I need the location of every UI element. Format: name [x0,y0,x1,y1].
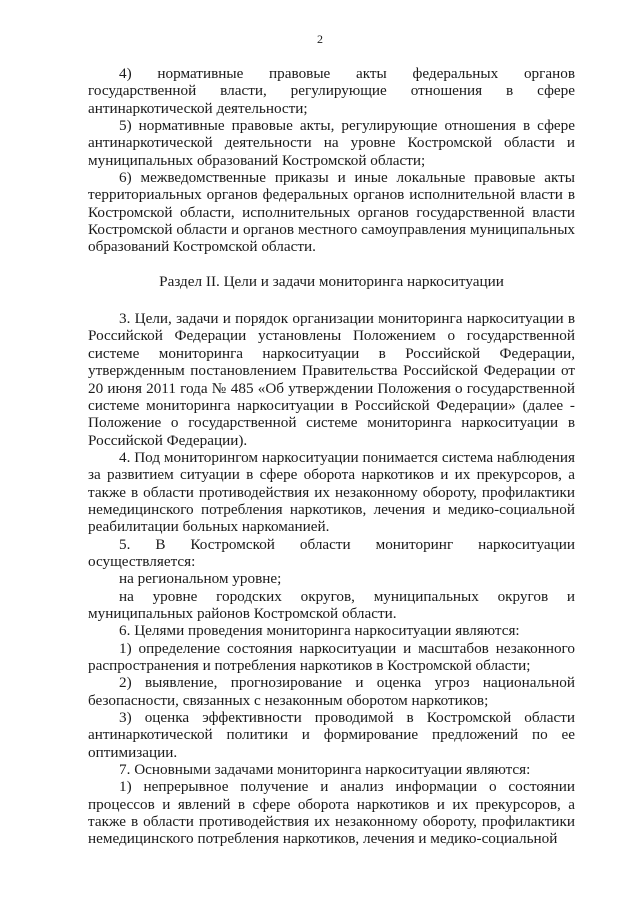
section-title: Раздел II. Цели и задачи мониторинга наркоситуации [159,272,504,290]
paragraph-5: 5. В Костромской области мониторинг наркоситуации осуществляется: [88,535,575,570]
list-item-6: 6) межведомственные приказы и иные локальные правовые акты территориальных органов федеральных органов исполнительной власти в Костромской области, исполнительных органов государственной власти Костромской области и органов местного самоуправления муниципальных образований Костромской области. [88,169,575,256]
paragraph-4: 4. Под мониторингом наркоситуации понимается система наблюдения за развитием ситуации в сфере оборота наркотиков и их прекурсоров, а также в области противодействия их незаконному обороту, профилактики немедицинского потребления наркотиков, лечения и медико-социальной реабилитации больных наркоманией. [88,448,575,536]
paragraph-7: 7. Основными задачами мониторинга наркоситуации являются: [119,761,531,779]
paragraph-6-item-1: 1) определение состояния наркоситуации и масштабов незаконного распространения и потребления наркотиков в Костромской области; [88,639,575,674]
list-item-4: 4) нормативные правовые акты федеральных органов государственной власти, регулирующие отношения в сфере антинаркотической деятельности; [88,65,575,117]
document-body [88,65,575,848]
paragraph-5-regional-level: на региональном уровне; [119,570,282,588]
paragraph-3: 3. Цели, задачи и порядок организации мониторинга наркоситуации в Российской Федерации установлены Положением о государственной системе мониторинга наркоситуации в Российской Федерации, утвержденным постановлением Правительства Российской Федерации от 20 июня 2011 года № 485 «Об утверждении Положения о государственной системе мониторинга наркоситуации в Российской Федерации» (далее - Положение о государственной системе мониторинга наркоситуации в Российской Федерации). [88,310,575,449]
paragraph-5-municipal-level: на уровне городских округов, муниципальных округов и муниципальных районов Костромской области. [88,587,575,622]
paragraph-7-item-1: 1) непрерывное получение и анализ информации о состоянии процессов и явлений в сфере оборота наркотиков и их прекурсоров, а также в области противодействия их незаконному обороту, профилактики немедицинского потребления наркотиков, лечения и медико-социальной [88,778,575,848]
list-item-5: 5) нормативные правовые акты, регулирующие отношения в сфере антинаркотической деятельности на уровне Костромской области и муниципальных образований Костромской области; [88,117,575,169]
paragraph-6-item-3: 3) оценка эффективности проводимой в Костромской области антинаркотической политики и формирование предложений по ее оптимизации. [88,709,575,761]
paragraph-6-item-2: 2) выявление, прогнозирование и оценка угроз национальной безопасности, связанных с незаконным оборотом наркотиков; [88,674,575,709]
paragraph-6: 6. Целями проведения мониторинга наркоситуации являются: [119,622,520,640]
page-number: 2 [317,32,323,46]
